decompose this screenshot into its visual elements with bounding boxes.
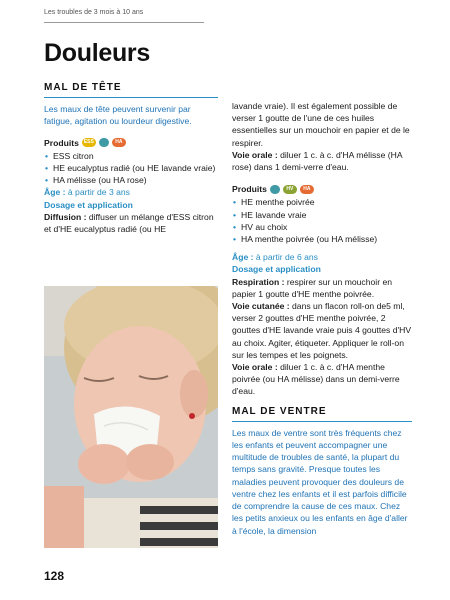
list-item: • HE eucalyptus radié (ou HE lavande vraie)	[44, 162, 218, 174]
section-heading-mal-de-ventre: MAL DE VENTRE	[232, 406, 412, 422]
respiration-label: Respiration :	[232, 276, 285, 287]
list-item: • HE lavande vraie	[232, 209, 412, 221]
list-item: • HV au choix	[232, 221, 412, 233]
age-line	[44, 186, 218, 198]
list-item: • HE menthe poivrée	[232, 196, 412, 208]
age-label: Âge :	[232, 252, 254, 263]
right-column	[232, 100, 412, 537]
voie-orale-label: Voie orale :	[232, 149, 278, 160]
left-column	[44, 82, 218, 235]
voie-cutanee-text: dans un flacon roll-on de5 ml, verser 2 gouttes d'HE menthe poivrée, 2 gouttes d'HE lavande vraie puis 4 gouttes d'HV au choix. Agiter, étiqueter. Appliquer le roll-on sur les tempes et les poignets.	[232, 301, 412, 360]
ess-badge-icon: ESS	[83, 139, 94, 146]
list-item: • HA mélisse (ou HA rose)	[44, 174, 218, 186]
voie-orale-text: diluer 1 c. à c. d'HA mélisse (HA rose) dans 1 demi-verre d'eau.	[232, 149, 403, 173]
diffusion-text: diffuser un mélange d'ESS citron et d'HE eucalyptus radié (ou HE	[44, 211, 214, 235]
ha-badge-icon: HA	[112, 138, 126, 147]
dosage-heading: Dosage et application	[44, 199, 133, 210]
list-item: • ESS citron	[44, 150, 218, 162]
dosage-heading: Dosage et application	[232, 264, 321, 275]
he-drop-icon	[99, 138, 109, 147]
voie-cutanee-label: Voie cutanée :	[232, 301, 290, 312]
intro-paragraph: Les maux de ventre sont très fréquents chez les enfants et peuvent accompagner une multitude de troubles de santé, la plupart du temps sans gravité. Presque toutes les maladies peuvent provoquer des douleurs de ventre chez les enfants et il est parfois difficile de comprendre la cause de ces maux. Chez les petits anxieux ou les enfants en âge d'aller à l'école, la dimension	[232, 427, 408, 536]
product-list	[232, 196, 412, 245]
hv-badge-icon: HV	[283, 185, 297, 194]
voie-orale-paragraph	[232, 149, 412, 173]
respiration-paragraph	[232, 276, 412, 300]
child-photo	[44, 286, 218, 548]
child-blowing-nose-illustration	[44, 286, 218, 548]
produits-heading	[232, 183, 412, 195]
produits-label: Produits	[232, 184, 267, 195]
voie-orale-paragraph	[232, 361, 412, 398]
section-heading-mal-de-tete: MAL DE TÊTE	[44, 82, 218, 98]
age-text: à partir de 3 ans	[65, 187, 130, 198]
intro-paragraph: Les maux de tête peuvent survenir par fatigue, agitation ou lourdeur digestive.	[44, 104, 192, 127]
produits-heading	[44, 137, 218, 149]
age-label: Âge :	[44, 187, 66, 198]
list-item: • HA menthe poivrée (ou HA mélisse)	[232, 233, 412, 245]
product-list	[44, 150, 218, 187]
diffusion-label: Diffusion :	[44, 211, 87, 222]
voie-orale-text: diluer 1 c. à c. d'HA menthe poivrée (ou HA mélisse) dans un demi-verre d'eau.	[232, 362, 400, 397]
running-header: Les troubles de 3 mois à 10 ans	[44, 9, 144, 16]
voie-orale-label: Voie orale :	[232, 362, 278, 373]
header-rule	[44, 22, 204, 23]
age-line	[232, 251, 412, 263]
he-drop-icon	[270, 185, 280, 194]
continued-paragraph: lavande vraie). Il est également possible de verser 1 goutte de l'une de ces huiles essentielles sur un mouchoir en papier et de le respirer.	[232, 101, 410, 148]
age-text: à partir de 6 ans	[253, 252, 318, 263]
page-title: Douleurs	[44, 39, 150, 67]
respiration-text: respirer sur un mouchoir en papier 1 goutte d'HE menthe poivrée.	[232, 276, 392, 299]
page-number: 128	[44, 569, 65, 583]
produits-label: Produits	[44, 137, 79, 148]
ha-badge-icon: HA	[300, 185, 314, 194]
voie-cutanee-paragraph	[232, 300, 412, 361]
diffusion-paragraph	[44, 211, 218, 235]
